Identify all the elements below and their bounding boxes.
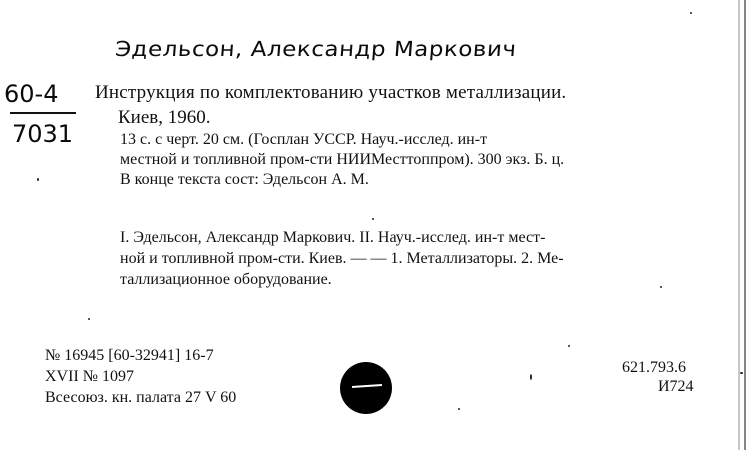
shelfmark-line-2: 7031 bbox=[12, 120, 74, 148]
ink-speck bbox=[458, 408, 460, 410]
ink-speck bbox=[530, 374, 532, 380]
card-punch-hole bbox=[340, 362, 392, 414]
card-edge-shadow bbox=[738, 0, 740, 450]
collation-line: местной и топливной пром-сти НИИМесттоппром). 300 экз. Б. ц. bbox=[120, 151, 565, 168]
shelfmark-divider bbox=[10, 112, 76, 114]
author-handwritten: Эдельсон, Александр Маркович bbox=[114, 38, 518, 62]
card-edge-line bbox=[744, 0, 746, 450]
tracing-line: ной и топливной пром-сти. Киев. — — 1. Металлизаторы. 2. Ме- bbox=[120, 250, 564, 267]
author-mark: И724 bbox=[658, 378, 694, 395]
shelfmark-line-1: 60-4 bbox=[4, 80, 59, 108]
udc-number: 621.793.6 bbox=[622, 359, 686, 376]
ink-speck bbox=[37, 178, 39, 181]
place-year: Киев, 1960. bbox=[118, 107, 211, 128]
ink-speck bbox=[568, 345, 570, 347]
book-title: Инструкция по комплектованию участков металлизации. bbox=[95, 82, 567, 103]
tracing-line: таллизационное оборудование. bbox=[120, 271, 332, 288]
ink-speck bbox=[88, 318, 90, 320]
collation-line: 13 с. с черт. 20 см. (Госплан УССР. Науч.-исслед. ин-т bbox=[120, 131, 488, 148]
record-line: № 16945 [60-32941] 16-7 bbox=[45, 347, 214, 364]
ink-speck bbox=[740, 372, 743, 374]
ink-speck bbox=[660, 286, 662, 288]
tracing-line: I. Эдельсон, Александр Маркович. II. Науч.-исслед. ин-т мест- bbox=[120, 229, 546, 246]
record-line: XVII № 1097 bbox=[45, 368, 135, 385]
ink-speck bbox=[690, 12, 692, 14]
collation-line: В конце текста сост: Эдельсон А. М. bbox=[120, 171, 369, 188]
ink-speck bbox=[372, 218, 374, 220]
record-line: Всесоюз. кн. палата 27 V 60 bbox=[45, 389, 237, 406]
